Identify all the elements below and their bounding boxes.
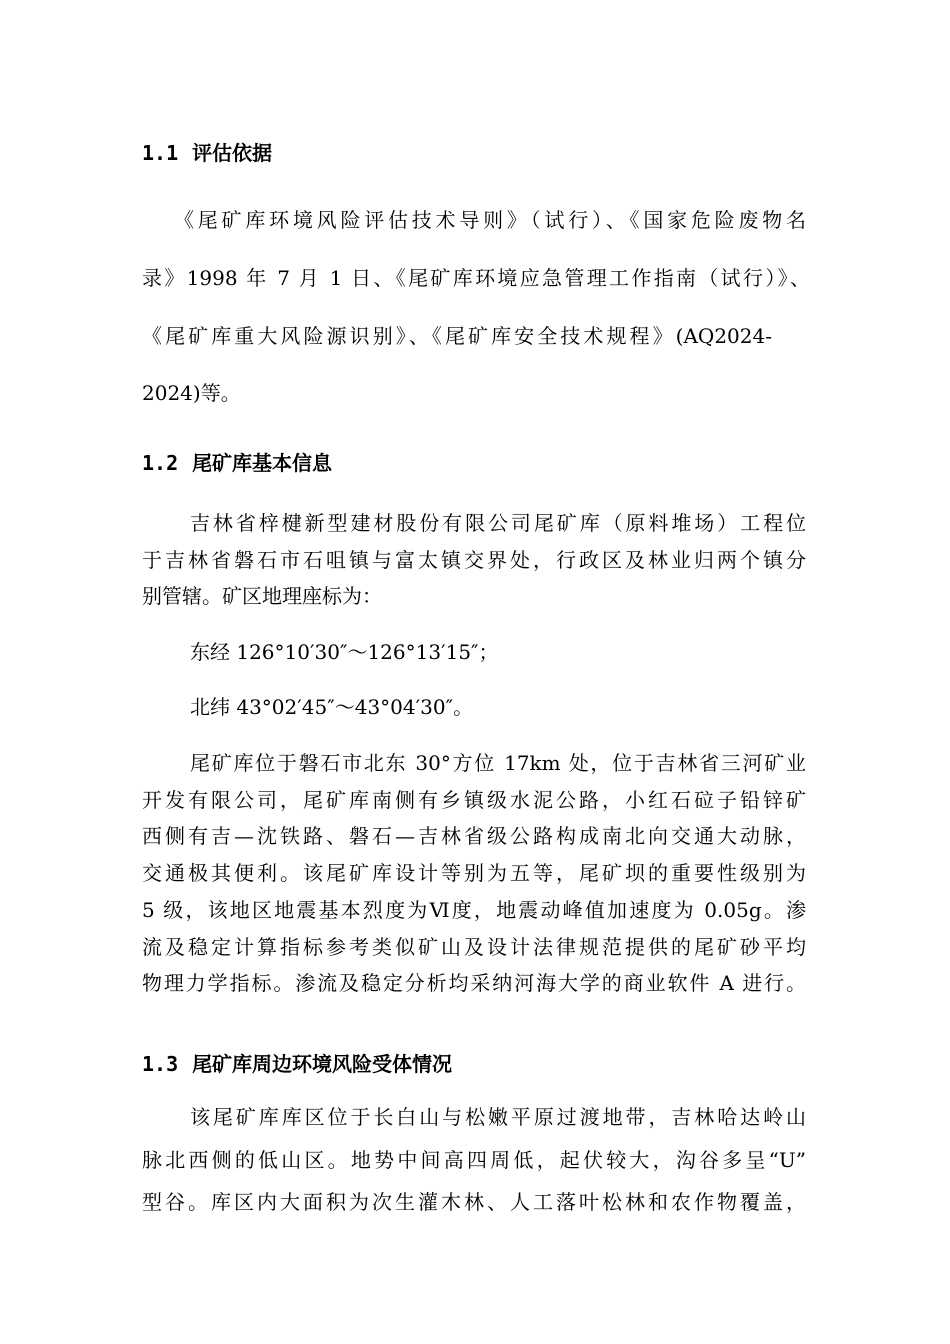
section-heading-1-3 xyxy=(142,1050,452,1078)
section-heading-1-1 xyxy=(142,139,272,167)
section-title: 尾矿库基本信息 xyxy=(192,451,333,475)
section-title: 评估依据 xyxy=(192,141,273,165)
paragraph-line: 录》1998 年 7 月 1 日、《尾矿库环境应急管理工作指南（试行）》、 xyxy=(142,266,810,290)
section-number: 1.1 xyxy=(142,141,179,165)
coordinate-east: 东经 126°10′30″～126°13′15″； xyxy=(190,640,499,664)
paragraph-line: 尾矿库位于磐石市北东 30°方位 17km 处，位于吉林省三河矿业 xyxy=(190,751,806,775)
paragraph-line: 脉北西侧的低山区。地势中间高四周低，起伏较大，沟谷多呈“U” xyxy=(142,1148,806,1172)
section-heading-1-2 xyxy=(142,449,332,477)
paragraph-line: 物理力学指标。渗流及稳定分析均采纳河海大学的商业软件 A 进行。 xyxy=(142,971,806,995)
paragraph-line: 该尾矿库库区位于长白山与松嫩平原过渡地带，吉林哈达岭山 xyxy=(190,1105,806,1129)
paragraph-line: 吉林省梓楗新型建材股份有限公司尾矿库（原料堆场）工程位 xyxy=(190,511,806,535)
paragraph-line: 开发有限公司，尾矿库南侧有乡镇级水泥公路，小红石砬子铅锌矿 xyxy=(142,788,806,812)
paragraph-line: 于吉林省磐石市石咀镇与富太镇交界处，行政区及林业归两个镇分 xyxy=(142,548,806,572)
paragraph-line: 《尾矿库环境风险评估技术导则》（试行）、《国家危险废物名 xyxy=(174,208,806,232)
paragraph-line: 交通极其便利。该尾矿库设计等别为五等，尾矿坝的重要性级别为 xyxy=(142,861,806,885)
section-number: 1.3 xyxy=(142,1052,179,1076)
paragraph-line: 2024)等。 xyxy=(142,381,241,405)
section-title: 尾矿库周边环境风险受体情况 xyxy=(192,1052,453,1076)
paragraph-line: 流及稳定计算指标参考类似矿山及设计法律规范提供的尾矿砂平均 xyxy=(142,935,806,959)
section-number: 1.2 xyxy=(142,451,179,475)
paragraph-line: 《尾矿库重大风险源识别》、《尾矿库安全技术规程》(AQ2024- xyxy=(142,324,772,348)
paragraph-line: 型谷。库区内大面积为次生灌木林、人工落叶松林和农作物覆盖， xyxy=(142,1190,806,1214)
paragraph-line: 5 级，该地区地震基本烈度为Ⅵ度，地震动峰值加速度为 0.05g。渗 xyxy=(142,898,806,922)
coordinate-north: 北纬 43°02′45″～43°04′30″。 xyxy=(190,695,474,719)
paragraph-line: 西侧有吉—沈铁路、磐石—吉林省级公路构成南北向交通大动脉， xyxy=(142,824,806,848)
paragraph-line: 别管辖。矿区地理座标为： xyxy=(142,584,382,608)
